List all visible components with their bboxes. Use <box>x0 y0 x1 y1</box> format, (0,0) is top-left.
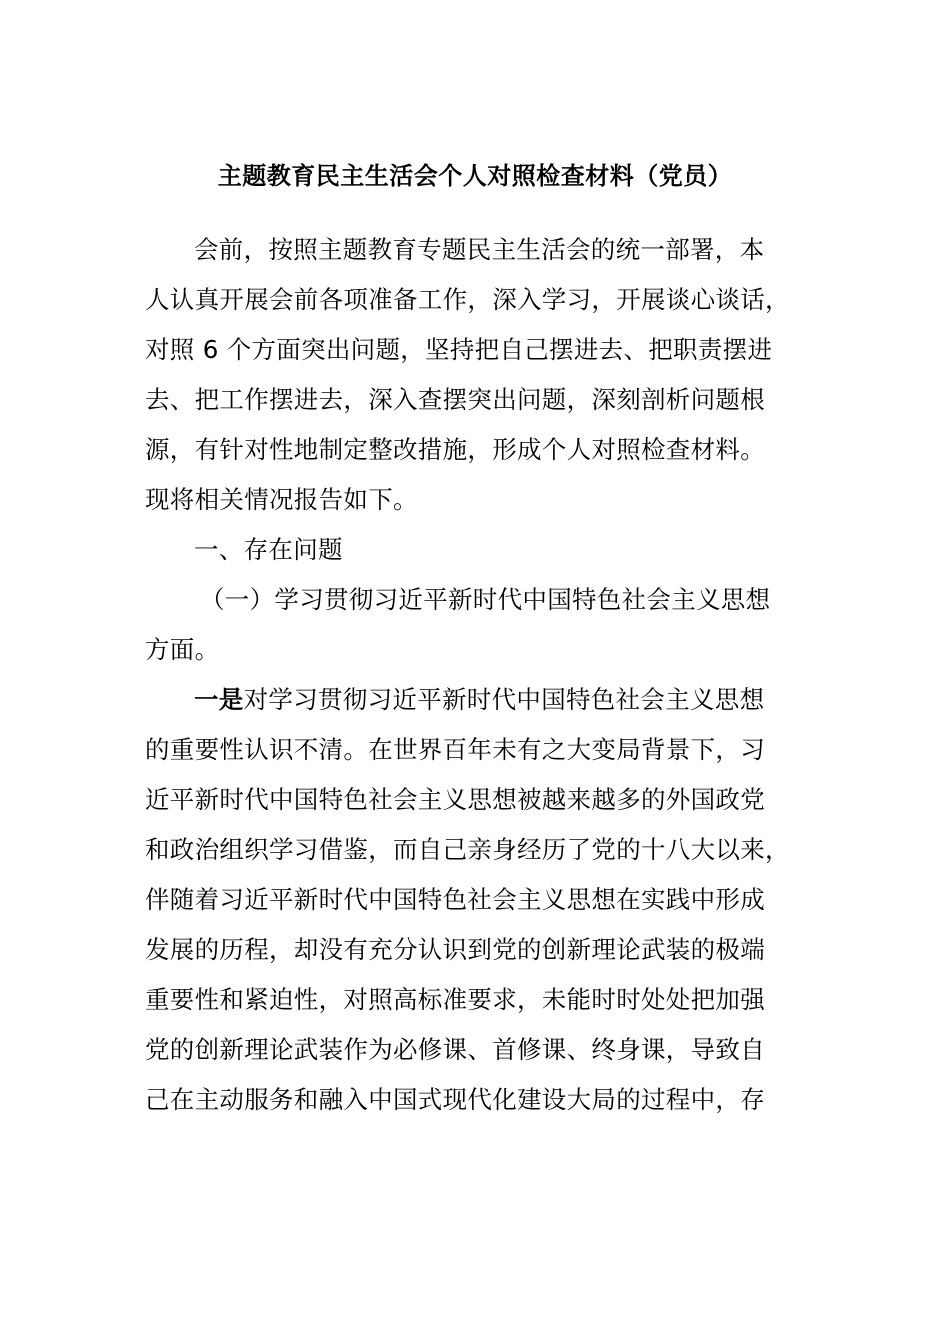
paragraph-line: 党的创新理论武装作为必修课、首修课、终身课，导致自 <box>145 1035 765 1064</box>
subsection-heading-continued: 方面。 <box>145 635 220 664</box>
paragraph-line: 现将相关情况报告如下。 <box>145 485 418 514</box>
paragraph-line <box>194 682 764 718</box>
subsection-heading: （一）学习贯彻习近平新时代中国特色社会主义思想 <box>200 585 771 614</box>
paragraph-line: 对照 6 个方面突出问题，坚持把自己摆进去、把职责摆进 <box>145 335 773 364</box>
lead-bold-label: 一是 <box>194 685 244 714</box>
paragraph-line: 发展的历程，却没有充分认识到党的创新理论武装的极端 <box>145 935 765 964</box>
document-title: 主题教育民主生活会个人对照检查材料（党员） <box>217 162 733 190</box>
paragraph-line: 伴随着习近平新时代中国特色社会主义思想在实践中形成 <box>145 885 765 914</box>
paragraph-line: 近平新时代中国特色社会主义思想被越来越多的外国政党 <box>145 785 765 814</box>
paragraph-line: 的重要性认识不清。在世界百年未有之大变局背景下，习 <box>145 735 765 764</box>
paragraph-line: 重要性和紧迫性，对照高标准要求，未能时时处处把加强 <box>145 985 765 1014</box>
paragraph-line: 和政治组织学习借鉴，而自己亲身经历了党的十八大以来， <box>145 835 790 864</box>
paragraph-line: 人认真开展会前各项准备工作，深入学习，开展谈心谈话， <box>145 285 790 314</box>
paragraph-line: 源，有针对性地制定整改措施，形成个人对照检查材料。 <box>145 435 765 464</box>
paragraph-text: 对学习贯彻习近平新时代中国特色社会主义思想 <box>243 685 765 714</box>
section-heading: 一、存在问题 <box>194 535 343 564</box>
paragraph-line: 会前，按照主题教育专题民主生活会的统一部署，本 <box>194 235 765 264</box>
paragraph-line: 己在主动服务和融入中国式现代化建设大局的过程中，存 <box>145 1085 765 1114</box>
paragraph-line: 去、把工作摆进去，深入查摆突出问题，深刻剖析问题根 <box>145 385 765 414</box>
